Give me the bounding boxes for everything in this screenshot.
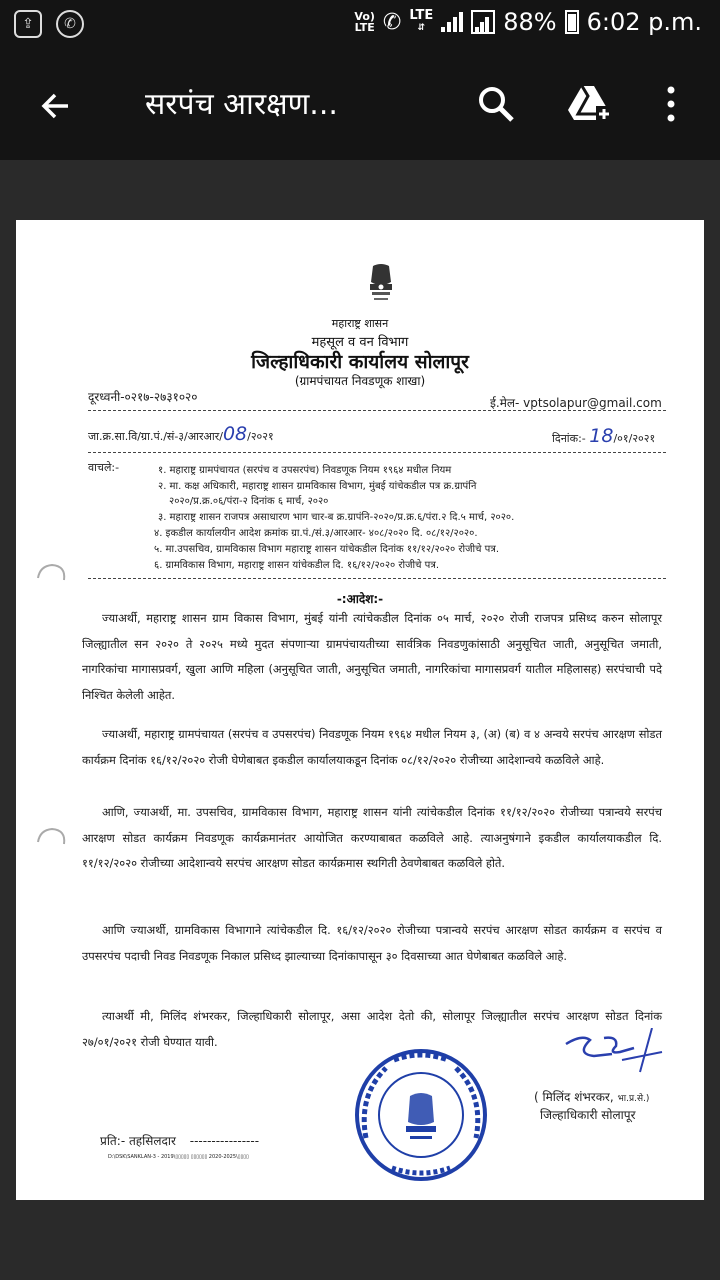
reference-item: २०२०/प्र.क्र.०६/पंरा-२ दिनांक ६ मार्च, २०२० (169, 496, 329, 507)
email-address: ई.मेल- vptsolapur@gmail.com (490, 396, 662, 410)
call-recorder-icon: ✆ (56, 10, 84, 38)
order-paragraph: आणि ज्याअर्थी, ग्रामविकास विभागाने त्यांचेकडील दि. १६/१२/२०२० रोजीच्या पत्रान्वये सरपंच आरक्षण सोडत कार्यक्रम व सरपंच व उपसरपंच पदाची निवड निवडणूक निकाल प्रसिध्द झाल्याच्या दिनांकापासून ३० दिवसाच्या आत घेणेबाबत कळविले आहे. (82, 923, 662, 963)
document-title: सरपंच आरक्षण... (145, 87, 338, 122)
drive-add-icon[interactable] (566, 82, 610, 126)
reference-item: ५. मा.उपसचिव, ग्रामविकास विभाग महाराष्ट्र शासन यांचेकडील दिनांक ११/१२/२०२० रोजीचे पत्र. (154, 544, 500, 555)
screenshot-icon: ⇪ (14, 10, 42, 38)
signature (564, 1028, 664, 1074)
order-paragraph: त्याअर्थी मी, मिलिंद शंभरकर, जिल्हाधिकारी सोलापूर, असा आदेश देतो की, सोलापूर जिल्ह्यातील सरपंच आरक्षण सोडत दिनांक २७/०१/२०२१ रोजी घेण्यात यावी. (82, 1009, 662, 1049)
branch-name: (ग्रामपंचायत निवडणूक शाखा) (294, 374, 426, 388)
divider (88, 452, 666, 453)
department-name: महसूल व वन विभाग (311, 335, 409, 350)
order-heading: -:आदेश:- (336, 592, 384, 606)
issuing-authority-line: महाराष्ट्र शासन (331, 317, 389, 330)
reference-item: २. मा. कक्ष अधिकारी, महाराष्ट्र शासन ग्रामविकास विभाग, मुंबई यांचेकडील पत्र क्र.ग्रापंनि (158, 481, 477, 492)
signal-icon-2 (471, 10, 495, 34)
reference-item: ३. महाराष्ट्र शासन राजपत्र असाधारण भाग चार-ब क्र.ग्रापंनि-२०२०/प्र.क्र.६/पंरा.२ दि.५ मार्च, २०२०. (158, 512, 515, 523)
references-label: वाचले:- (88, 461, 120, 474)
copy-to: प्रति:- तहसिलदार ---------------- (100, 1134, 260, 1148)
reference-item: ४. इकडील कार्यालयीन आदेश क्रमांक ग्रा.पं./सं.३/आरआर- ४०८/२०२० दि. ०८/१२/२०२०. (154, 528, 478, 539)
app-bar (0, 50, 720, 160)
back-arrow-icon[interactable] (36, 86, 76, 126)
official-seal (352, 1046, 490, 1184)
battery-icon (565, 10, 579, 34)
data-type: LTE ⇵ (409, 8, 434, 33)
order-paragraph: ज्याअर्थी, महाराष्ट्र शासन ग्राम विकास विभाग, मुंबई यांनी त्यांचेकडील दिनांक ०५ मार्च, २०२० रोजी राजपत्र प्रसिध्द करुन सोलापूर जिल्ह्यातील सन २०२० ते २०२५ मध्ये मुदत संपणाऱ्या ग्रामपंचायतीच्या सार्वत्रिक निवडणुकांसाठी अनुसूचित जाती, अनुसूचित जमाती, नागरिकांचा मागासप्रवर्ग, खुला आणि महिला (अनुसूचित जाती, अनुसूचित जमाती, नागरिकांचा मागासप्रवर्ग यातील महिलासह) सरपंचाची पदे निश्चित केलेली आहेत. (82, 611, 662, 702)
order-paragraph: ज्याअर्थी, महाराष्ट्र ग्रामपंचायत (सरपंच व उपसरपंच) निवडणूक नियम १९६४ मधील नियम ३, (अ) (ब) व ४ अन्वये सरपंच आरक्षण सोडत कार्यक्रम दिनांक १६/१२/२०२० रोजी घेणेबाबत इकडील कार्यालयाकडून दिनांक ०८/१२/२०२० रोजीच्या आदेशान्वये कळविले आहे. (82, 727, 662, 767)
file-path: D:\DSK\SANKLAN-3 - 2019\▯▯▯▯▯ ▯▯▯▯▯▯ 2020-2025\▯▯▯▯ (108, 1154, 249, 1160)
signatory-name: ( मिलिंद शंभरकर, भा.प्र.से.) (534, 1090, 650, 1104)
document-page[interactable] (16, 220, 704, 1200)
order-date: दिनांक:- 18/०१/२०२१ (552, 425, 656, 447)
status-bar (0, 0, 720, 50)
volte-indicator: Vo) LTE (354, 10, 375, 34)
signatory-title: जिल्हाधिकारी सोलापूर (540, 1108, 636, 1122)
punch-mark-icon (32, 824, 72, 846)
phone-number: दूरध्वनी-०२१७-२७३१०२० (88, 390, 198, 404)
reference-number: जा.क्र.सा.वि/ग्रा.पं./सं-३/आरआर/08/२०२१ (88, 423, 274, 445)
clock: 6:02 p.m. (586, 8, 702, 36)
search-icon[interactable] (474, 82, 518, 126)
divider (88, 410, 666, 411)
office-name: जिल्हाधिकारी कार्यालय सोलापूर (251, 351, 469, 373)
reference-item: ६. ग्रामविकास विभाग, महाराष्ट्र शासन यांचेकडील दि. १६/१२/२०२० रोजीचे पत्र. (154, 560, 440, 571)
divider (88, 578, 666, 579)
punch-mark-icon (32, 560, 72, 582)
national-emblem-icon (364, 262, 398, 310)
more-vert-icon[interactable] (656, 82, 686, 126)
signal-icon-1 (441, 12, 463, 32)
battery-percent: 88% (503, 8, 557, 36)
order-paragraph: आणि, ज्याअर्थी, मा. उपसचिव, ग्रामविकास विभाग, महाराष्ट्र शासन यांनी त्यांचेकडील दिनांक ११/१२/२०२० रोजीच्या पत्रान्वये सरपंच आरक्षण सोडत कार्यक्रम निवडणूक कार्यक्रमानंतर आयोजित करण्याबाबत कळविले आहे. त्याअनुषंगाने इकडील कार्यालयाकडील दि. ११/१२/२०२० रोजीच्या आदेशान्वये सरपंच आरक्षण सोडत कार्यक्रमास स्थगिती ठेवणेबाबत कळविले होते. (82, 805, 662, 871)
wifi-call-icon: ✆ (382, 9, 402, 35)
reference-item: १. महाराष्ट्र ग्रामपंचायत (सरपंच व उपसरपंच) निवडणूक नियम १९६४ मधील नियम (158, 465, 452, 476)
